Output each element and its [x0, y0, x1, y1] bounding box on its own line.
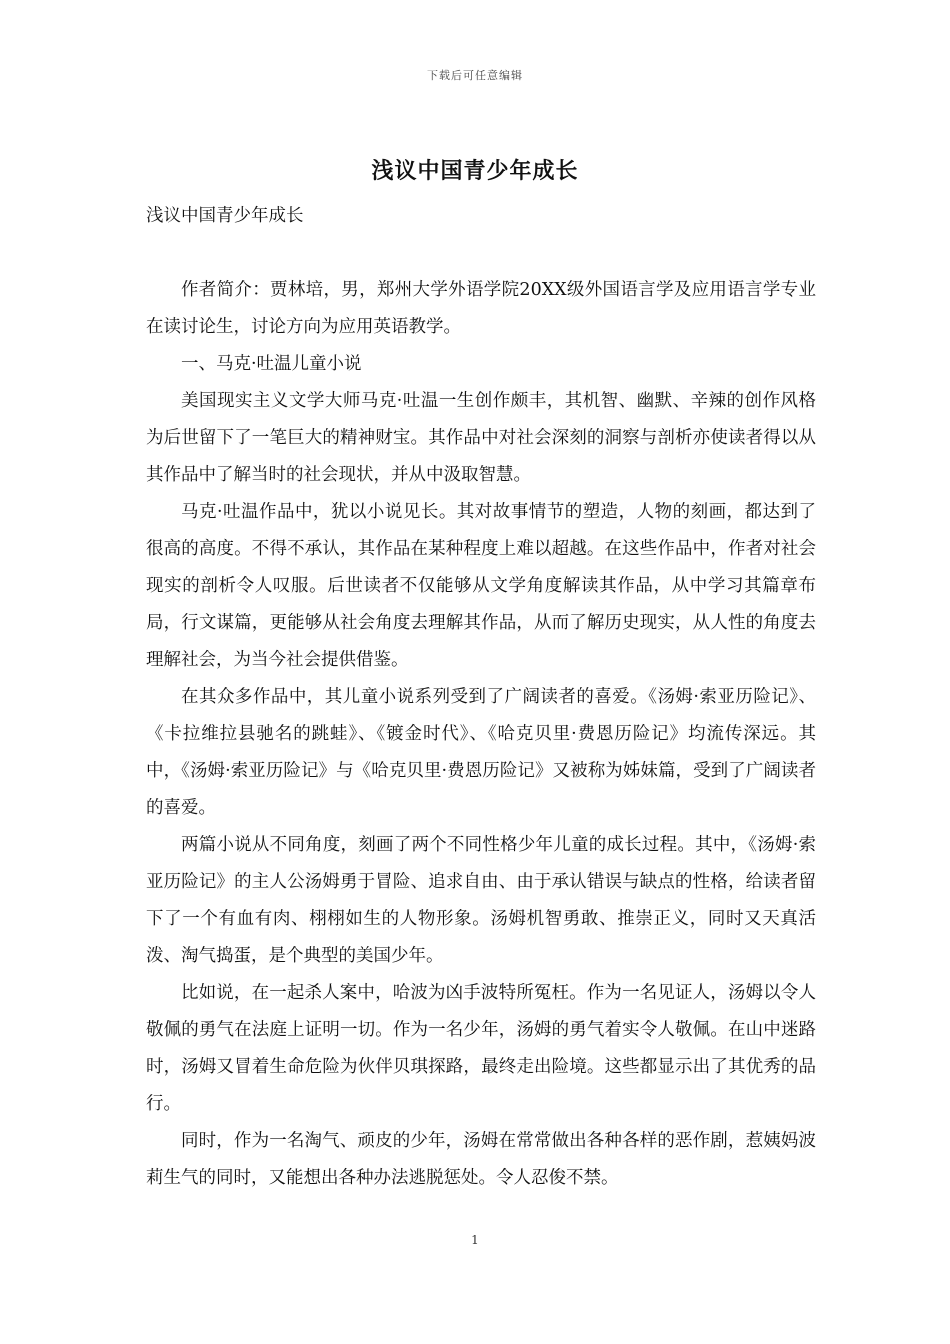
page-number: 1	[471, 1233, 479, 1247]
body-paragraph: 同时，作为一名淘气、顽皮的少年，汤姆在常常做出各种各样的恶作剧，惹姨妈波莉生气的同时，又能想出各种办法逃脱惩处。令人忍俊不禁。	[146, 1131, 816, 1188]
document-body	[146, 198, 816, 1197]
header-note: 下载后可任意编辑	[427, 69, 523, 82]
author-bio-paragraph: 作者简介：贾林培，男，郑州大学外语学院20XX级外国语言学及应用语言学专业在读讨论生，讨论方向为应用英语教学。	[146, 280, 816, 337]
body-paragraph: 在其众多作品中，其儿童小说系列受到了广阔读者的喜爱。《汤姆·索亚历险记》、《卡拉维拉县驰名的跳蛙》、《镀金时代》、《哈克贝里·费恩历险记》均流传深远。其中，《汤姆·索亚历险记》与《哈克贝里·费恩历险记》又被称为姊妹篇，受到了广阔读者的喜爱。	[146, 687, 816, 818]
body-paragraph: 美国现实主义文学大师马克·吐温一生创作颇丰，其机智、幽默、辛辣的创作风格为后世留下了一笔巨大的精神财宝。其作品中对社会深刻的洞察与剖析亦使读者得以从其作品中了解当时的社会现状，并从中汲取智慧。	[146, 391, 816, 485]
subtitle: 浅议中国青少年成长	[146, 206, 304, 226]
body-paragraph: 比如说，在一起杀人案中，哈波为凶手波特所冤枉。作为一名见证人，汤姆以令人敬佩的勇气在法庭上证明一切。作为一名少年，汤姆的勇气着实令人敬佩。在山中迷路时，汤姆又冒着生命危险为伙伴贝琪探路，最终走出险境。这些都显示出了其优秀的品行。	[146, 983, 816, 1114]
body-paragraph: 马克·吐温作品中，犹以小说见长。其对故事情节的塑造，人物的刻画，都达到了很高的高度。不得不承认，其作品在某种程度上难以超越。在这些作品中，作者对社会现实的剖析令人叹服。后世读者不仅能够从文学角度解读其作品，从中学习其篇章布局，行文谋篇，更能够从社会角度去理解其作品，从而了解历史现实，从人性的角度去理解社会，为当今社会提供借鉴。	[146, 502, 816, 670]
body-paragraph: 两篇小说从不同角度，刻画了两个不同性格少年儿童的成长过程。其中，《汤姆·索亚历险记》的主人公汤姆勇于冒险、追求自由、由于承认错误与缺点的性格，给读者留下了一个有血有肉、栩栩如生的人物形象。汤姆机智勇敢、推崇正义，同时又天真活泼、淘气捣蛋，是个典型的美国少年。	[146, 835, 816, 966]
section-heading: 一、马克·吐温儿童小说	[181, 354, 362, 374]
document-title: 浅议中国青少年成长	[371, 158, 579, 184]
